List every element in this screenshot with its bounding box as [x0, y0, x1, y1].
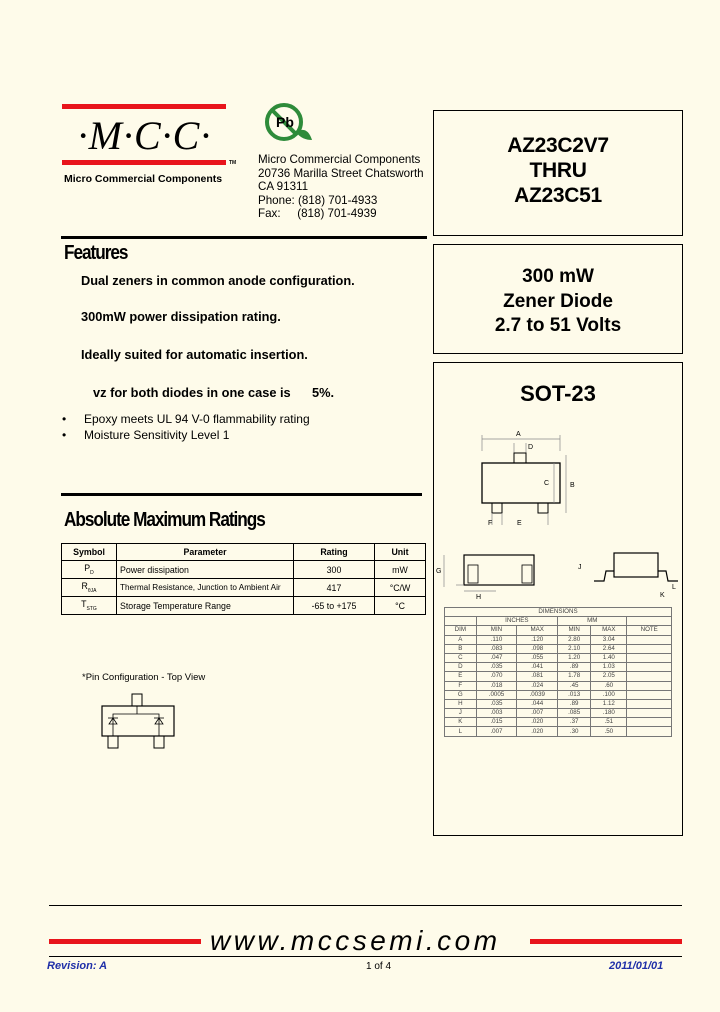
label-k: K: [660, 592, 665, 599]
logo-bottom-bar: [62, 160, 226, 165]
dim-value-cell: .020: [517, 727, 558, 736]
dim-value-cell: .003: [476, 709, 517, 718]
unit-cell: °C/W: [375, 579, 426, 597]
revision-date: 2011/01/01: [609, 960, 664, 972]
dim-letter-cell: K: [445, 718, 477, 727]
ratings-rule: [61, 493, 422, 496]
ratings-heading: Absolute Maximum Ratings: [64, 509, 265, 531]
table-row: [445, 644, 672, 653]
dim-letter-cell: G: [445, 690, 477, 699]
unit-cell: mW: [375, 561, 426, 579]
label-f: F: [488, 520, 493, 527]
address-line: 20736 Marilla Street Chatsworth: [258, 166, 424, 180]
column-header: MAX: [517, 626, 558, 635]
symbol-text: T: [81, 599, 87, 610]
voltage-range: 2.7 to 51 Volts: [494, 315, 622, 336]
dim-value-cell: 2.05: [591, 672, 627, 681]
dim-value-cell: .013: [558, 690, 591, 699]
dim-value-cell: .085: [558, 709, 591, 718]
dim-value-cell: .041: [517, 663, 558, 672]
dim-letter-cell: E: [445, 672, 477, 681]
dimensions-table: [444, 607, 672, 737]
bullet-item: [62, 428, 230, 442]
dim-letter-cell: C: [445, 653, 477, 662]
feature-item: Ideally suited for automatic insertion.: [81, 347, 308, 362]
dim-value-cell: .024: [517, 681, 558, 690]
table-row: [62, 561, 426, 579]
column-header: MIN: [476, 626, 517, 635]
footer-bottom-rule: [49, 956, 682, 957]
dim-value-cell: .081: [517, 672, 558, 681]
table-row: [445, 617, 672, 626]
dim-value-cell: .50: [591, 727, 627, 736]
dim-value-cell: 3.04: [591, 635, 627, 644]
table-row: [445, 690, 672, 699]
dim-value-cell: [627, 727, 672, 736]
dim-letter-cell: J: [445, 709, 477, 718]
column-header: Parameter: [117, 544, 294, 561]
label-j: J: [578, 564, 582, 571]
dim-letter-cell: L: [445, 727, 477, 736]
dim-value-cell: .0005: [476, 690, 517, 699]
dim-value-cell: 1.03: [591, 663, 627, 672]
phone-number: (818) 701-4933: [297, 193, 378, 207]
dim-value-cell: 2.10: [558, 644, 591, 653]
features-heading: Features: [64, 242, 128, 264]
dim-value-cell: .45: [558, 681, 591, 690]
dim-value-cell: .007: [476, 727, 517, 736]
inches-header: INCHES: [476, 617, 557, 626]
dim-value-cell: 1.78: [558, 672, 591, 681]
label-l: L: [672, 584, 676, 591]
table-cell: [627, 617, 672, 626]
table-row: [62, 597, 426, 615]
dim-value-cell: .015: [476, 718, 517, 727]
dim-value-cell: 1.20: [558, 653, 591, 662]
parameter-cell: Power dissipation: [117, 561, 294, 579]
symbol-sub: θJA: [87, 587, 97, 594]
description-box: [433, 244, 683, 354]
dim-value-cell: .51: [591, 718, 627, 727]
feature-item: vz for both diodes in one case is 5%.: [93, 385, 335, 400]
column-header: MIN: [558, 626, 591, 635]
dim-value-cell: 2.64: [591, 644, 627, 653]
dim-value-cell: [627, 644, 672, 653]
rating-cell: -65 to +175: [294, 597, 375, 615]
footer-right-bar: [530, 939, 682, 944]
dim-value-cell: [627, 663, 672, 672]
symbol-text: R: [81, 581, 88, 592]
package-title: SOT-23: [520, 381, 596, 406]
column-header: MAX: [591, 626, 627, 635]
feature-item: Dual zeners in common anode configuration.: [81, 273, 355, 288]
bullet-dot-icon: •: [62, 412, 67, 426]
address-phone: [258, 194, 424, 208]
pin-config-diagram: [98, 692, 182, 752]
features-rule: [61, 236, 427, 239]
dim-value-cell: [627, 672, 672, 681]
column-header: Symbol: [62, 544, 117, 561]
power-rating: 300 mW: [522, 266, 594, 287]
dimensions-title: DIMENSIONS: [445, 608, 672, 617]
dim-value-cell: .180: [591, 709, 627, 718]
dim-value-cell: .120: [517, 635, 558, 644]
company-address: [258, 153, 424, 221]
dim-letter-cell: A: [445, 635, 477, 644]
column-header: Unit: [375, 544, 426, 561]
dim-value-cell: [627, 635, 672, 644]
bullet-item: [62, 412, 310, 426]
symbol-sub: D: [90, 569, 94, 576]
symbol-text: P: [84, 563, 91, 574]
mm-header: MM: [558, 617, 627, 626]
package-box: [433, 362, 683, 836]
table-row: [445, 608, 672, 617]
label-a: A: [516, 431, 521, 438]
device-type: Zener Diode: [503, 290, 613, 312]
mcc-logo-wordmark: ·M·C·C·: [77, 113, 212, 158]
dim-value-cell: .89: [558, 699, 591, 708]
dim-value-cell: .070: [476, 672, 517, 681]
parameter-cell: Thermal Resistance, Junction to Ambient Air: [117, 579, 294, 597]
dim-value-cell: [627, 709, 672, 718]
rating-cell: 417: [294, 579, 375, 597]
address-line: Micro Commercial Components: [258, 153, 421, 166]
table-row: [445, 699, 672, 708]
table-row: [445, 709, 672, 718]
dim-value-cell: 1.40: [591, 653, 627, 662]
part-number-end: AZ23C51: [514, 184, 602, 207]
label-h: H: [476, 594, 482, 601]
fax-number: (818) 701-4939: [297, 207, 377, 221]
phone-label: Phone:: [258, 193, 295, 207]
dim-letter-cell: F: [445, 681, 477, 690]
dim-value-cell: .044: [517, 699, 558, 708]
symbol-cell: [62, 579, 117, 597]
table-row: [445, 727, 672, 736]
address-line: CA 91311: [258, 180, 309, 194]
dim-value-cell: 2.80: [558, 635, 591, 644]
dim-value-cell: .047: [476, 653, 517, 662]
symbol-cell: [62, 597, 117, 615]
column-header: NOTE: [627, 626, 672, 635]
table-row: [62, 579, 426, 597]
dim-letter-cell: H: [445, 699, 477, 708]
dim-value-cell: .098: [517, 644, 558, 653]
revision-label: Revision: A: [47, 960, 108, 972]
bullet-text: Moisture Sensitivity Level 1: [84, 428, 230, 442]
dim-value-cell: [627, 690, 672, 699]
rating-cell: 300: [294, 561, 375, 579]
package-top-view-drawing: [454, 425, 594, 529]
table-row: [445, 681, 672, 690]
part-number-thru: THRU: [529, 159, 587, 182]
label-b: B: [570, 482, 575, 489]
table-header-row: [62, 544, 426, 561]
label-c: C: [544, 480, 550, 487]
dim-value-cell: .020: [517, 718, 558, 727]
pin-config-caption: *Pin Configuration - Top View: [82, 672, 206, 683]
dim-value-cell: .60: [591, 681, 627, 690]
table-row: [445, 672, 672, 681]
dim-value-cell: .055: [517, 653, 558, 662]
column-header: DIM: [445, 626, 477, 635]
symbol-sub: STG: [86, 605, 97, 612]
label-e: E: [517, 520, 522, 527]
dimensions-body: [445, 635, 672, 736]
trademark-mark: TM: [229, 160, 237, 166]
dim-value-cell: .37: [558, 718, 591, 727]
label-d: D: [528, 444, 534, 451]
ratings-table: [61, 543, 426, 615]
dim-value-cell: .89: [558, 663, 591, 672]
part-number-start: AZ23C2V7: [507, 134, 609, 157]
table-row: [445, 626, 672, 635]
package-end-view-drawing: [578, 549, 682, 599]
logo-company-name: Micro Commercial Components: [64, 173, 223, 185]
dim-value-cell: .007: [517, 709, 558, 718]
dim-value-cell: [627, 699, 672, 708]
dim-value-cell: .30: [558, 727, 591, 736]
bullet-dot-icon: •: [62, 428, 67, 442]
dim-value-cell: .083: [476, 644, 517, 653]
part-number-box: [433, 110, 683, 236]
symbol-cell: [62, 561, 117, 579]
unit-cell: °C: [375, 597, 426, 615]
table-cell: [445, 617, 477, 626]
parameter-cell: Storage Temperature Range: [117, 597, 294, 615]
table-row: [445, 653, 672, 662]
dim-value-cell: .035: [476, 699, 517, 708]
pb-label: Pb: [276, 114, 294, 130]
dim-value-cell: .110: [476, 635, 517, 644]
pb-free-icon: [262, 100, 314, 144]
dim-value-cell: [627, 653, 672, 662]
dim-value-cell: [627, 718, 672, 727]
footer-left-bar: [49, 939, 201, 944]
table-row: [445, 663, 672, 672]
label-g: G: [436, 568, 442, 575]
bullet-text: Epoxy meets UL 94 V-0 flammability rating: [84, 412, 310, 426]
footer-top-rule: [49, 905, 682, 906]
address-fax: [258, 207, 424, 221]
dim-value-cell: .100: [591, 690, 627, 699]
dim-value-cell: .018: [476, 681, 517, 690]
dim-letter-cell: B: [445, 644, 477, 653]
page-number: 1 of 4: [366, 961, 392, 972]
dim-value-cell: 1.12: [591, 699, 627, 708]
dim-letter-cell: D: [445, 663, 477, 672]
table-row: [445, 718, 672, 727]
dim-value-cell: .0039: [517, 690, 558, 699]
package-side-view-drawing: [436, 547, 546, 601]
dim-value-cell: [627, 681, 672, 690]
table-row: [445, 635, 672, 644]
column-header: Rating: [294, 544, 375, 561]
fax-label: Fax:: [258, 207, 281, 221]
dim-value-cell: .035: [476, 663, 517, 672]
logo-top-bar: [62, 104, 226, 109]
feature-item: 300mW power dissipation rating.: [81, 309, 281, 324]
website-url[interactable]: www.mccsemi.com: [210, 925, 501, 956]
